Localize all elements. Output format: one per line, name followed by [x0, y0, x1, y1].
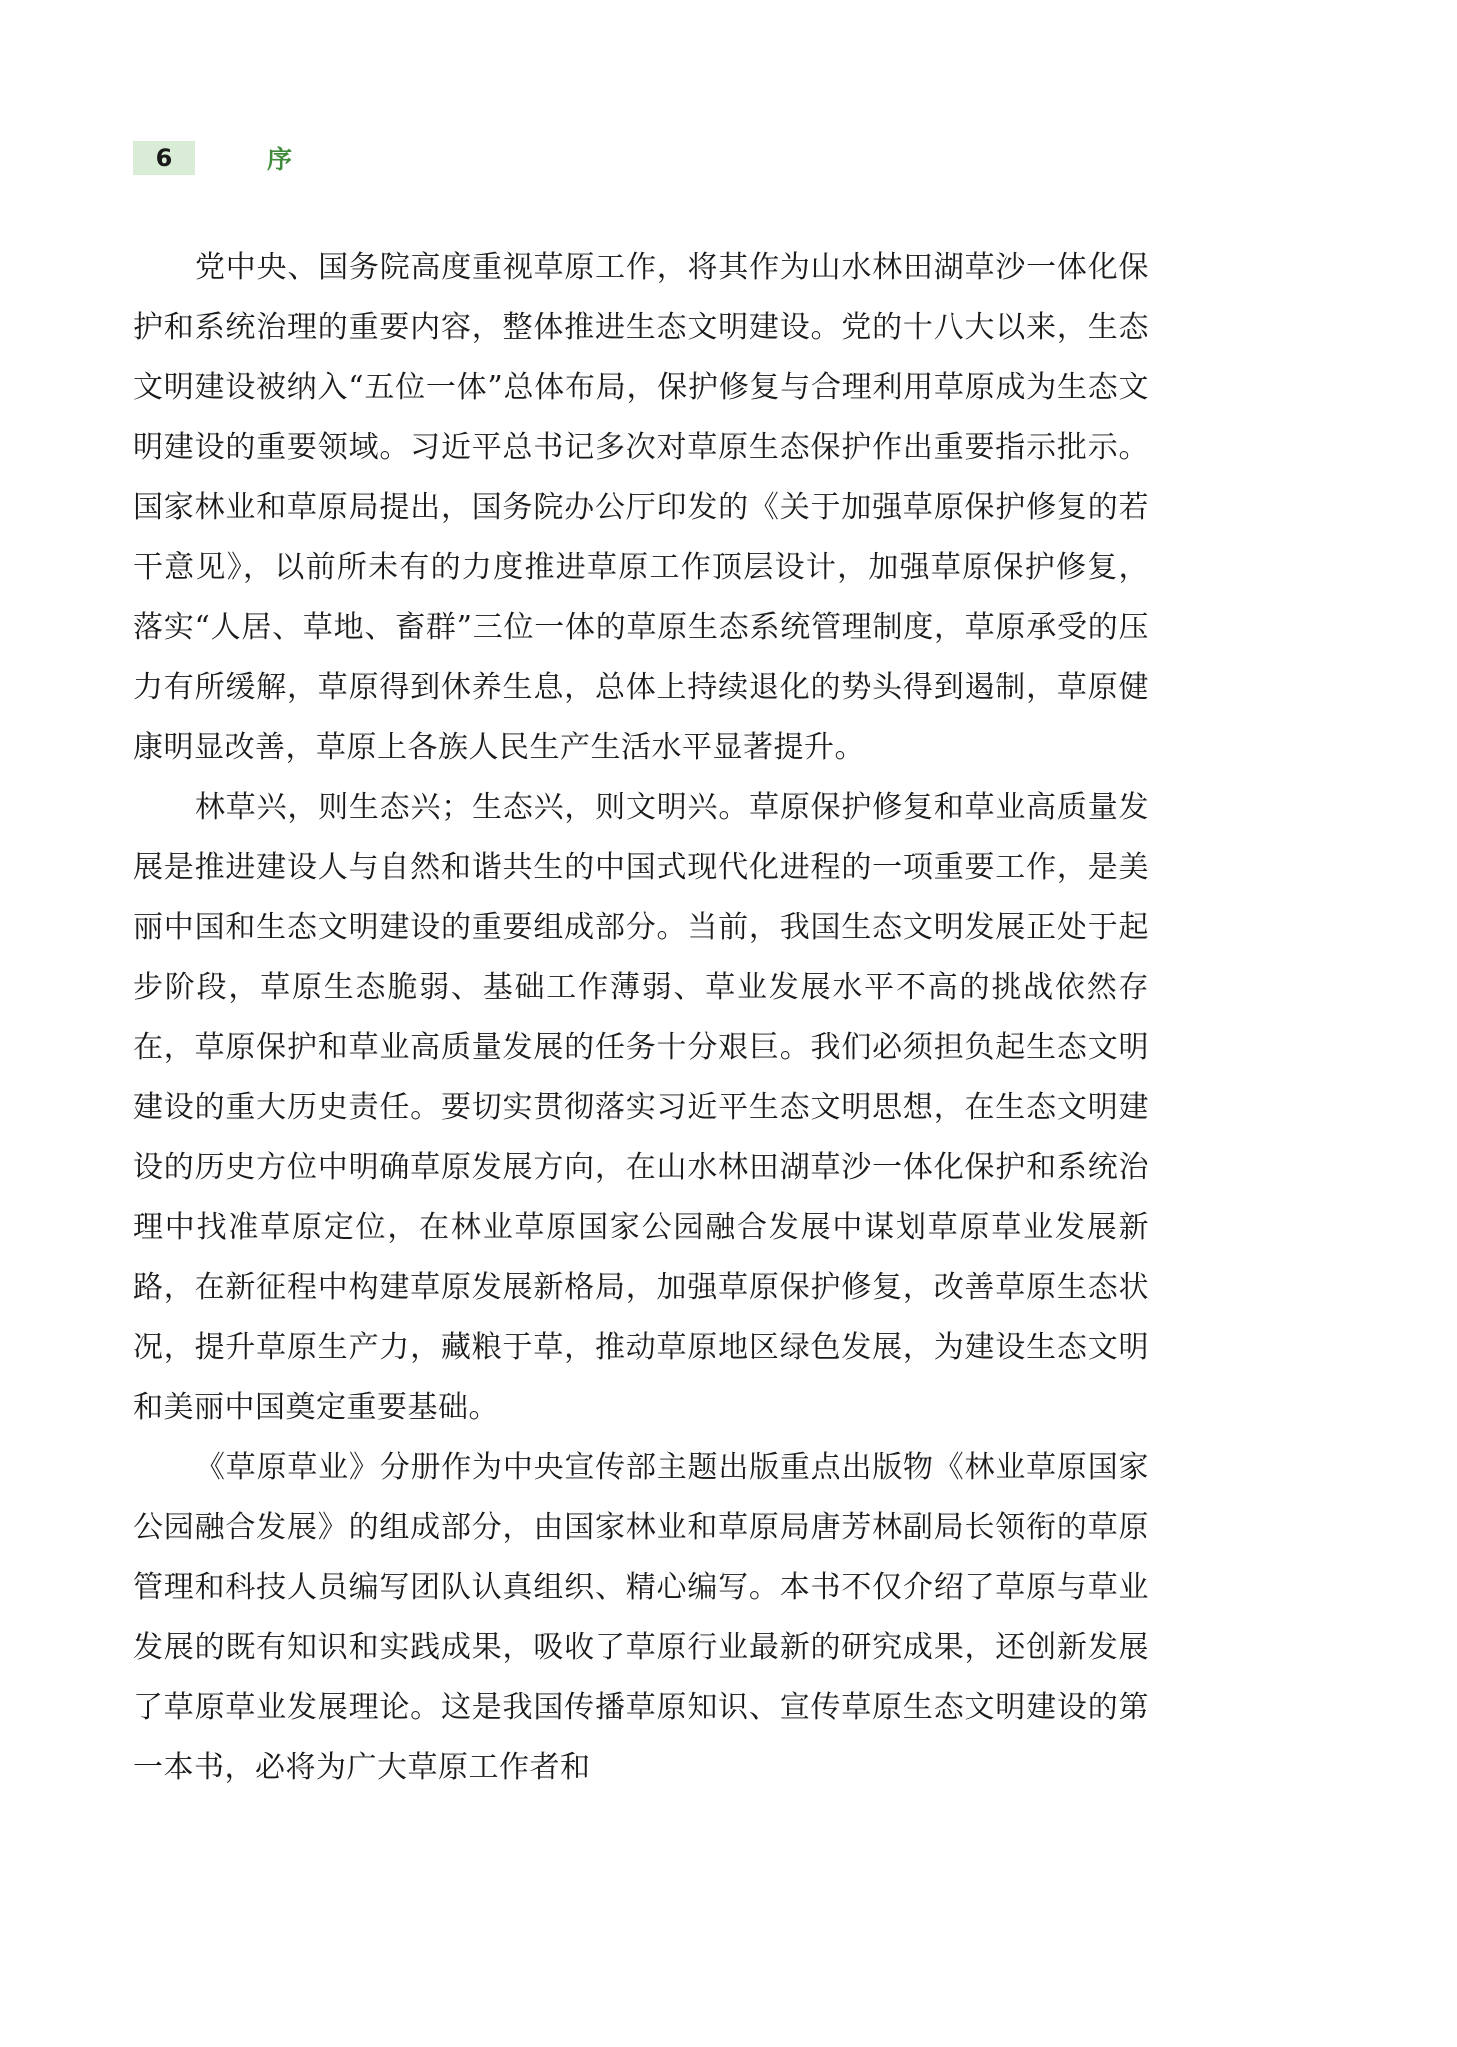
- paragraph: 林草兴，则生态兴；生态兴，则文明兴。草原保护修复和草业高质量发展是推进建设人与自然和谐共生的中国式现代化进程的一项重要工作，是美丽中国和生态文明建设的重要组成部分。当前，我国生态文明发展正处于起步阶段，草原生态脆弱、基础工作薄弱、草业发展水平不高的挑战依然存在，草原保护和草业高质量发展的任务十分艰巨。我们必须担负起生态文明建设的重大历史责任。要切实贯彻落实习近平生态文明思想，在生态文明建设的历史方位中明确草原发展方向，在山水林田湖草沙一体化保护和系统治理中找准草原定位，在林业草原国家公园融合发展中谋划草原草业发展新路，在新征程中构建草原发展新格局，加强草原保护修复，改善草原生态状况，提升草原生产力，藏粮于草，推动草原地区绿色发展，为建设生态文明和美丽中国奠定重要基础。: [133, 790, 1149, 1425]
- page-header: [133, 140, 292, 176]
- paragraph: 党中央、国务院高度重视草原工作，将其作为山水林田湖草沙一体化保护和系统治理的重要内容，整体推进生态文明建设。党的十八大以来，生态文明建设被纳入“五位一体”总体布局，保护修复与合理利用草原成为生态文明建设的重要领域。习近平总书记多次对草原生态保护作出重要指示批示。国家林业和草原局提出，国务院办公厅印发的《关于加强草原保护修复的若干意见》，以前所未有的力度推进草原工作顶层设计，加强草原保护修复，落实“人居、草地、畜群”三位一体的草原生态系统管理制度，草原承受的压力有所缓解，草原得到休养生息，总体上持续退化的势头得到遏制，草原健康明显改善，草原上各族人民生产生活水平显著提升。: [133, 250, 1149, 765]
- body-text: [133, 238, 1149, 1798]
- page-number: 6: [133, 141, 195, 175]
- section-title: 序: [267, 145, 293, 174]
- paragraph: 《草原草业》分册作为中央宣传部主题出版重点出版物《林业草原国家公园融合发展》的组成部分，由国家林业和草原局唐芳林副局长领衔的草原管理和科技人员编写团队认真组织、精心编写。本书不仅介绍了草原与草业发展的既有知识和实践成果，吸收了草原行业最新的研究成果，还创新发展了草原草业发展理论。这是我国传播草原知识、宣传草原生态文明建设的第一本书，必将为广大草原工作者和: [133, 1450, 1149, 1785]
